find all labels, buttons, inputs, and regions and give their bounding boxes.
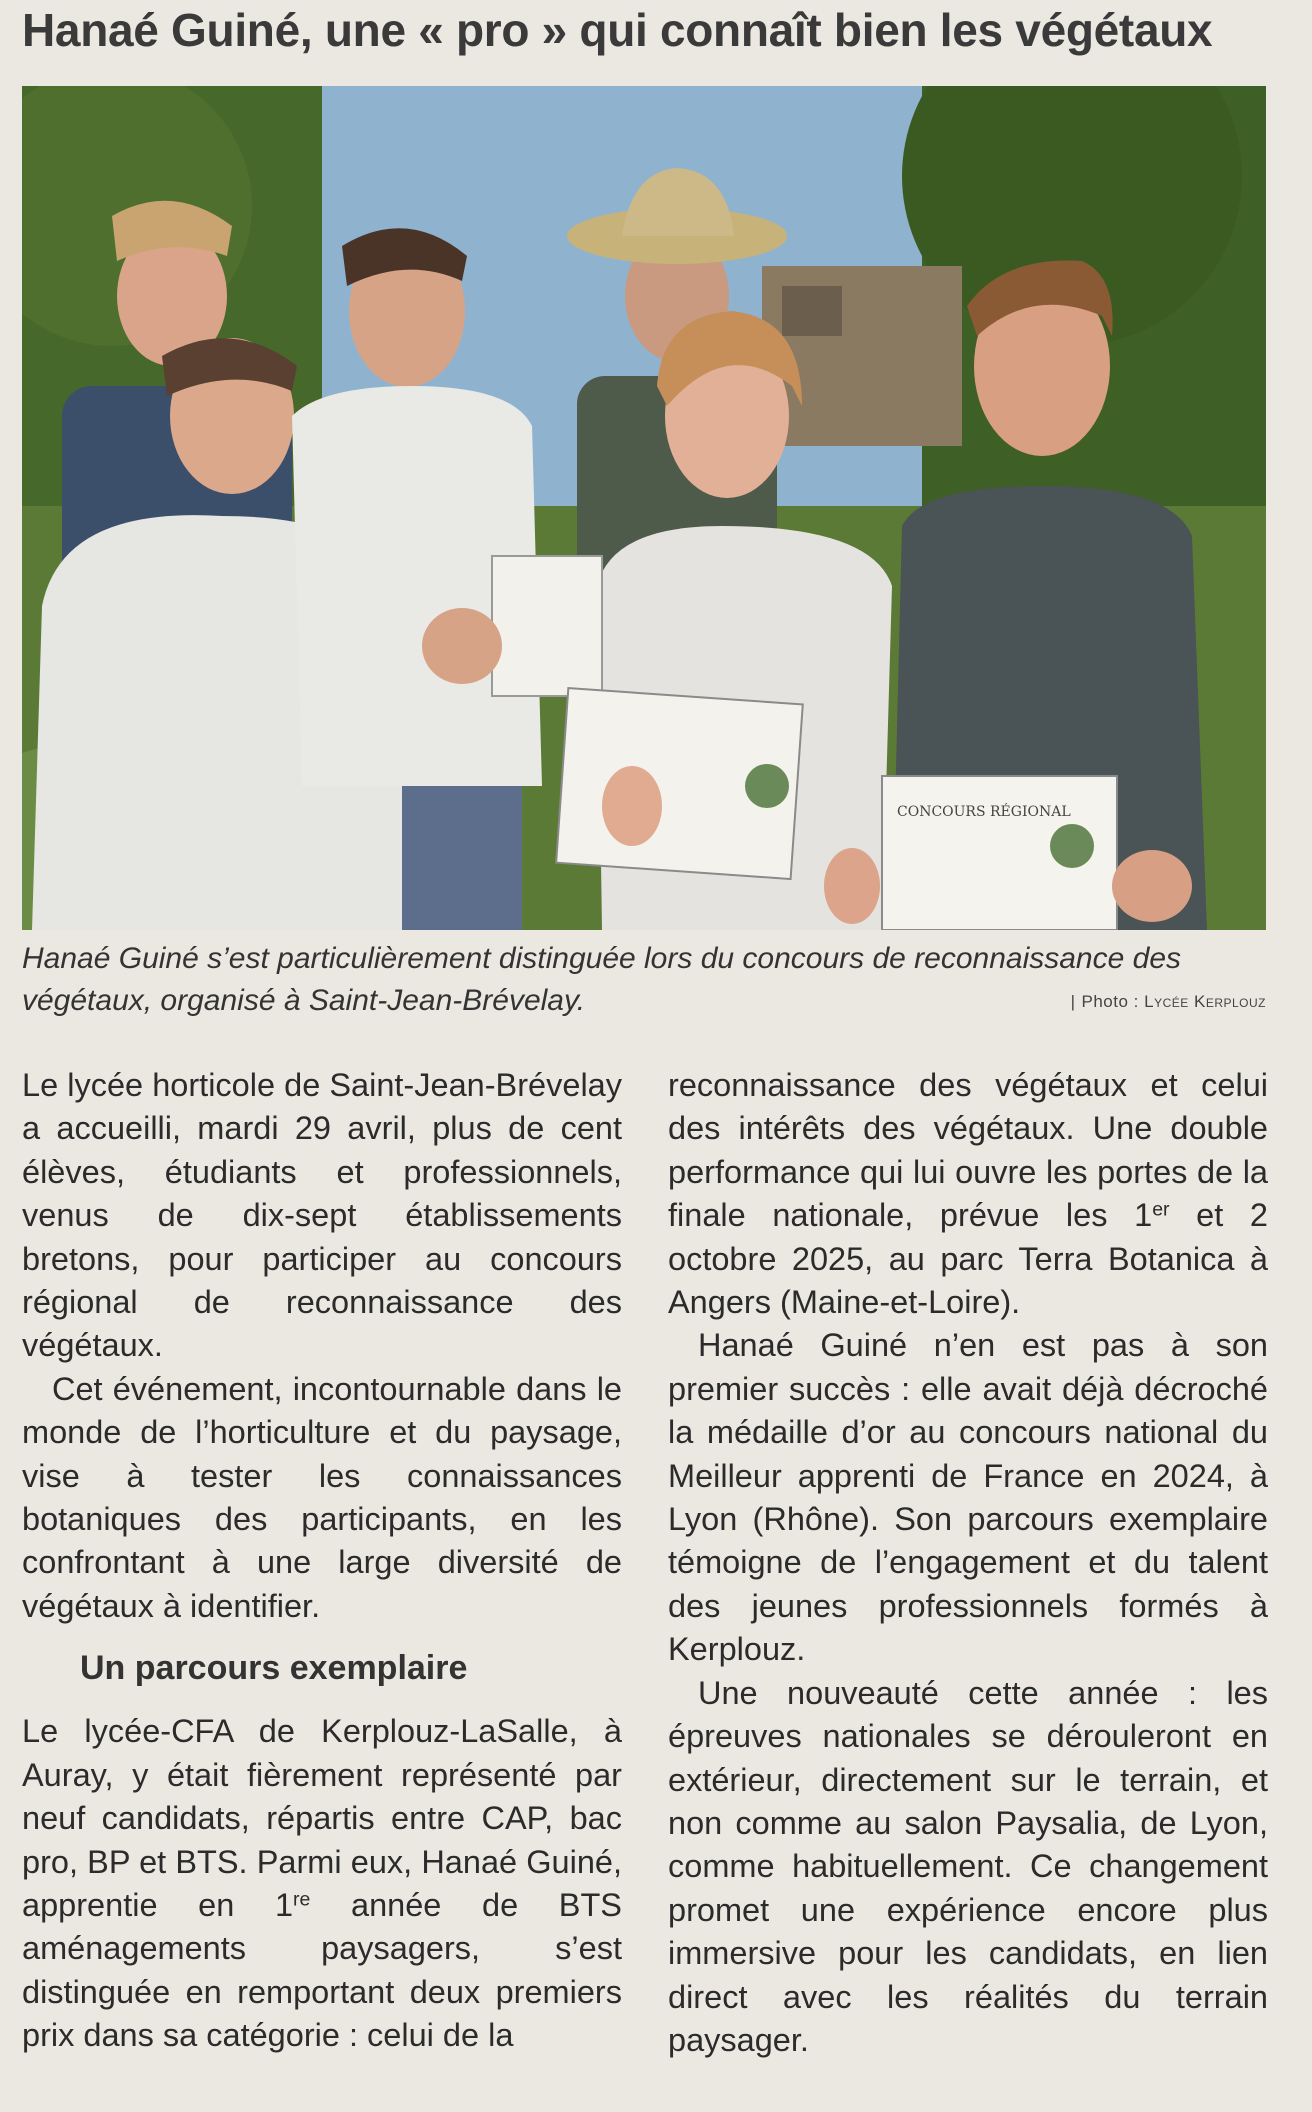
paragraph-novelty: Une nouveauté cette année : les épreuves nationales se dérouleront en extérieur, directement sur le terrain, et non comme au salon Paysalia, de Lyon, comme habituellement. Ce changement promet une expérience encore plus immersive pour les candidats, en lien direct avec les réalités du terrain paysager.: [668, 1674, 1268, 2058]
paragraph-kerplouz-part1: Le lycée-CFA de Kerplouz-LaSalle, à Auray, y était fièrement représenté par neuf candidats, répartis entre CAP, bac pro, BP et BTS. Parmi eux, Hanaé Guiné, apprentie en 1: [22, 1713, 622, 1923]
superscript-re: re: [293, 1888, 311, 1911]
photo-illustration: [22, 86, 1266, 930]
paragraph-success: Hanaé Guiné n’en est pas à son premier succès : elle avait déjà décroché la médaille d’or au concours national du Meilleur apprenti de France en 2024, à Lyon (Rhône). Son parcours exemplaire témoigne de l’engagement et du talent des jeunes professionnels formés à Kerplouz.: [668, 1327, 1268, 1668]
credit-label: Photo :: [1081, 992, 1139, 1011]
paragraph-intro: Le lycée horticole de Saint-Jean-Brévelay a accueilli, mardi 29 avril, plus de cent élèves, étudiants et professionnels, venus de dix-sept établissements bretons, pour participer au concours régional de reconnaissance des végétaux.: [22, 1067, 622, 1364]
paragraph-finale-part1: reconnaissance des végétaux et celui des intérêts des végétaux. Une double performance qui lui ouvre les portes de la finale nationale, prévue les 1: [668, 1067, 1268, 1234]
paragraph-finale-part2: et 2 octobre 2025, au parc Terra Botanica à Angers (Maine-et-Loire).: [668, 1197, 1268, 1321]
paragraph-event: Cet événement, incontournable dans le monde de l’horticulture et du paysage, vise à tester les connaissances botaniques des participants, en les confrontant à une large diversité de végétaux à identifier.: [22, 1370, 622, 1624]
article-column-left: [22, 1064, 622, 2058]
photo-credit: [1071, 992, 1266, 1012]
article-column-right: [668, 1064, 1268, 2062]
certificate-title: CONCOURS RÉGIONAL: [897, 804, 1071, 820]
article-photo: [22, 86, 1266, 930]
paragraph-kerplouz: [22, 1710, 622, 2057]
photo-caption: Hanaé Guiné s’est particulièrement distinguée lors du concours de reconnaissance des végétaux, organisé à Saint-Jean-Brévelay.: [22, 942, 1181, 1017]
article-headline: Hanaé Guiné, une « pro » qui connaît bien les végétaux: [22, 4, 1213, 56]
credit-source: Lycée Kerplouz: [1144, 992, 1266, 1011]
credit-separator: |: [1070, 992, 1076, 1011]
superscript-er: er: [1152, 1198, 1170, 1221]
paragraph-kerplouz-part2: année de BTS aménagements paysagers, s’est distinguée en remportant deux premiers prix dans sa catégorie : celui de la: [22, 1886, 622, 2054]
subheading: Un parcours exemplaire: [80, 1649, 468, 1688]
paragraph-finale: [668, 1064, 1268, 1324]
